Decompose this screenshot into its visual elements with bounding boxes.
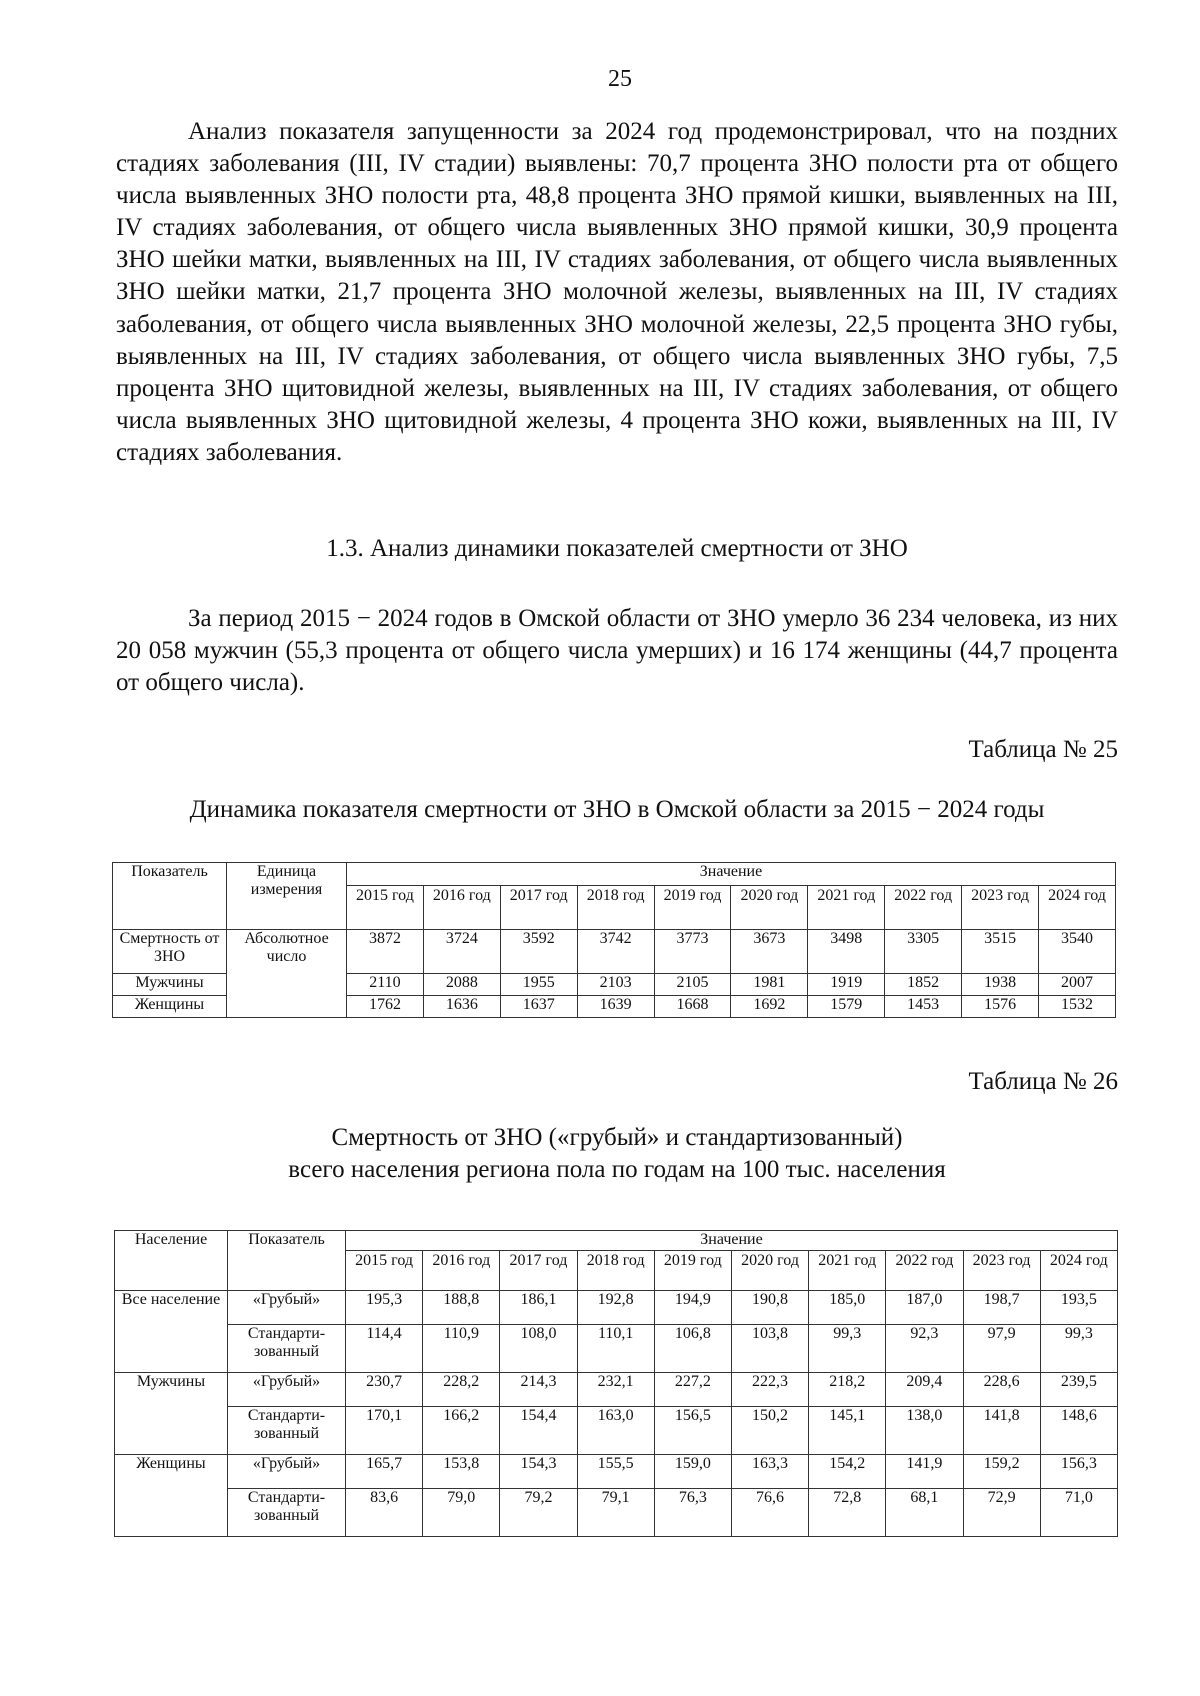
value-cell: 2007 [1039,974,1116,996]
value-cell: 156,3 [1040,1455,1117,1489]
population-cell: Женщины [115,1455,228,1537]
value-cell: 1636 [423,996,500,1018]
value-cell: 1639 [577,996,654,1018]
value-cell: 99,3 [809,1325,886,1373]
value-cell: 1579 [808,996,885,1018]
value-cell: 228,2 [423,1373,500,1407]
value-cell: 150,2 [731,1407,808,1455]
value-cell: 209,4 [886,1373,963,1407]
paragraph-mortality-summary: За период 2015 − 2024 годов в Омской области от ЗНО умерло 36 234 человека, из них 20 058 мужчин (55,3 процента от общего числа умерших) и 16 174 женщины (44,7 процента от общего числа). [116,605,1118,697]
value-cell: 159,2 [963,1455,1040,1489]
value-cell: 106,8 [654,1325,731,1373]
value-cell: 103,8 [731,1325,808,1373]
table-25 [112,862,1116,1018]
table-26-caption-line2: всего населения региона пола по годам на 100 тыс. населения [288,1156,946,1183]
value-cell: 1668 [654,996,731,1018]
value-cell: 1692 [731,996,808,1018]
table-row [113,930,1116,974]
t25-header-unit: Единица измерения [227,863,347,930]
value-cell: 71,0 [1040,1489,1117,1537]
year-header: 2015 год [346,1251,423,1291]
value-cell: 1532 [1039,996,1116,1018]
table-26 [114,1230,1118,1537]
page-number: 25 [608,66,632,92]
year-header: 2020 год [731,886,808,930]
table-row [115,1291,1118,1325]
value-cell: 194,9 [654,1291,731,1325]
value-cell: 153,8 [423,1455,500,1489]
year-header: 2020 год [731,1251,808,1291]
t26-header-value: Значение [346,1231,1118,1251]
year-header: 2019 год [654,1251,731,1291]
value-cell: 156,5 [654,1407,731,1455]
indicator-cell: Стандарти-зованный [228,1325,346,1373]
value-cell: 154,3 [500,1455,577,1489]
value-cell: 1637 [500,996,577,1018]
value-cell: 148,6 [1040,1407,1117,1455]
indicator-cell: «Грубый» [228,1455,346,1489]
value-cell: 170,1 [346,1407,423,1455]
value-cell: 110,9 [423,1325,500,1373]
value-cell: 145,1 [809,1407,886,1455]
indicator-cell: Стандарти-зованный [228,1489,346,1537]
value-cell: 138,0 [886,1407,963,1455]
year-header: 2021 год [809,1251,886,1291]
value-cell: 79,1 [577,1489,654,1537]
value-cell: 97,9 [963,1325,1040,1373]
value-cell: 83,6 [346,1489,423,1537]
value-cell: 230,7 [346,1373,423,1407]
value-cell: 195,3 [346,1291,423,1325]
value-cell: 3724 [423,930,500,974]
t26-header-population: Население [115,1231,228,1291]
value-cell: 3872 [347,930,424,974]
table-row [115,1489,1118,1537]
value-cell: 154,4 [500,1407,577,1455]
year-header: 2021 год [808,886,885,930]
year-header: 2024 год [1040,1251,1117,1291]
year-header: 2017 год [500,1251,577,1291]
value-cell: 3540 [1039,930,1116,974]
value-cell: 141,9 [886,1455,963,1489]
table-26-caption [116,1122,1118,1186]
table-row [115,1455,1118,1489]
value-cell: 165,7 [346,1455,423,1489]
value-cell: 193,5 [1040,1291,1117,1325]
value-cell: 3742 [577,930,654,974]
value-cell: 79,2 [500,1489,577,1537]
value-cell: 68,1 [886,1489,963,1537]
value-cell: 2105 [654,974,731,996]
value-cell: 3592 [500,930,577,974]
table-26-label: Таблица № 26 [968,1068,1118,1095]
value-cell: 92,3 [886,1325,963,1373]
value-cell: 239,5 [1040,1373,1117,1407]
value-cell: 2088 [423,974,500,996]
indicator-cell: «Грубый» [228,1291,346,1325]
value-cell: 232,1 [577,1373,654,1407]
year-header: 2022 год [885,886,962,930]
table-26-caption-line1: Смертность от ЗНО («грубый» и стандартизованный) [331,1124,903,1151]
row-label: Мужчины [113,974,227,996]
population-cell: Все население [115,1291,228,1373]
value-cell: 218,2 [809,1373,886,1407]
value-cell: 159,0 [654,1455,731,1489]
value-cell: 190,8 [731,1291,808,1325]
value-cell: 79,0 [423,1489,500,1537]
value-cell: 99,3 [1040,1325,1117,1373]
row-label: Смертность от ЗНО [113,930,227,974]
value-cell: 185,0 [809,1291,886,1325]
value-cell: 166,2 [423,1407,500,1455]
value-cell: 1981 [731,974,808,996]
t25-header-indicator: Показатель [113,863,227,930]
value-cell: 228,6 [963,1373,1040,1407]
value-cell: 108,0 [500,1325,577,1373]
value-cell: 3498 [808,930,885,974]
year-header: 2018 год [577,886,654,930]
year-header: 2023 год [963,1251,1040,1291]
t26-header-indicator: Показатель [228,1231,346,1291]
value-cell: 3305 [885,930,962,974]
year-header: 2016 год [423,1251,500,1291]
value-cell: 114,4 [346,1325,423,1373]
value-cell: 1938 [962,974,1039,996]
value-cell: 141,8 [963,1407,1040,1455]
year-header: 2019 год [654,886,731,930]
value-cell: 76,3 [654,1489,731,1537]
unit-cell: Абсолютное число [227,930,347,1018]
value-cell: 1852 [885,974,962,996]
t25-header-value: Значение [347,863,1116,886]
year-header: 2018 год [577,1251,654,1291]
table-row [115,1373,1118,1407]
value-cell: 3673 [731,930,808,974]
value-cell: 227,2 [654,1373,731,1407]
value-cell: 163,0 [577,1407,654,1455]
table-25-label: Таблица № 25 [968,736,1118,763]
population-cell: Мужчины [115,1373,228,1455]
value-cell: 188,8 [423,1291,500,1325]
paragraph-late-stage-analysis: Анализ показателя запущенности за 2024 год продемонстрировал, что на поздних стадиях заболевания (III, IV стадии) выявлены: 70,7 процента ЗНО полости рта от общего числа выявленных ЗНО полости рта, 48,8 процента ЗНО прямой кишки, выявленных на III, IV стадиях заболевания, от общего числа выявленных ЗНО прямой кишки, 30,9 процента ЗНО шейки матки, выявленных на III, IV стадиях заболевания, от общего числа выявленных ЗНО шейки матки, 21,7 процента ЗНО молочной железы, выявленных на III, IV стадиях заболевания, от общего числа выявленных ЗНО молочной железы, 22,5 процента ЗНО губы, выявленных на III, IV стадиях заболевания, от общего числа выявленных ЗНО губы, 7,5 процента ЗНО щитовидной железы, выявленных на III, IV стадиях заболевания, от общего числа выявленных ЗНО щитовидной железы, 4 процента ЗНО кожи, выявленных на III, IV стадиях заболевания. [116,118,1118,466]
value-cell: 1576 [962,996,1039,1018]
table-row [115,1407,1118,1455]
value-cell: 186,1 [500,1291,577,1325]
year-header: 2023 год [962,886,1039,930]
value-cell: 2110 [347,974,424,996]
section-title: 1.3. Анализ динамики показателей смертности от ЗНО [326,535,908,562]
indicator-cell: Стандарти-зованный [228,1407,346,1455]
value-cell: 72,9 [963,1489,1040,1537]
value-cell: 192,8 [577,1291,654,1325]
value-cell: 187,0 [886,1291,963,1325]
year-header: 2016 год [423,886,500,930]
year-header: 2015 год [347,886,424,930]
table-row [115,1325,1118,1373]
value-cell: 163,3 [731,1455,808,1489]
value-cell: 2103 [577,974,654,996]
value-cell: 110,1 [577,1325,654,1373]
indicator-cell: «Грубый» [228,1373,346,1407]
year-header: 2017 год [500,886,577,930]
value-cell: 3515 [962,930,1039,974]
value-cell: 222,3 [731,1373,808,1407]
value-cell: 72,8 [809,1489,886,1537]
value-cell: 198,7 [963,1291,1040,1325]
value-cell: 1955 [500,974,577,996]
value-cell: 1919 [808,974,885,996]
row-label: Женщины [113,996,227,1018]
value-cell: 1453 [885,996,962,1018]
year-header: 2024 год [1039,886,1116,930]
value-cell: 1762 [347,996,424,1018]
year-header: 2022 год [886,1251,963,1291]
value-cell: 214,3 [500,1373,577,1407]
value-cell: 154,2 [809,1455,886,1489]
value-cell: 3773 [654,930,731,974]
table-25-caption: Динамика показателя смертности от ЗНО в Омской области за 2015 − 2024 годы [189,796,1045,823]
value-cell: 155,5 [577,1455,654,1489]
value-cell: 76,6 [731,1489,808,1537]
